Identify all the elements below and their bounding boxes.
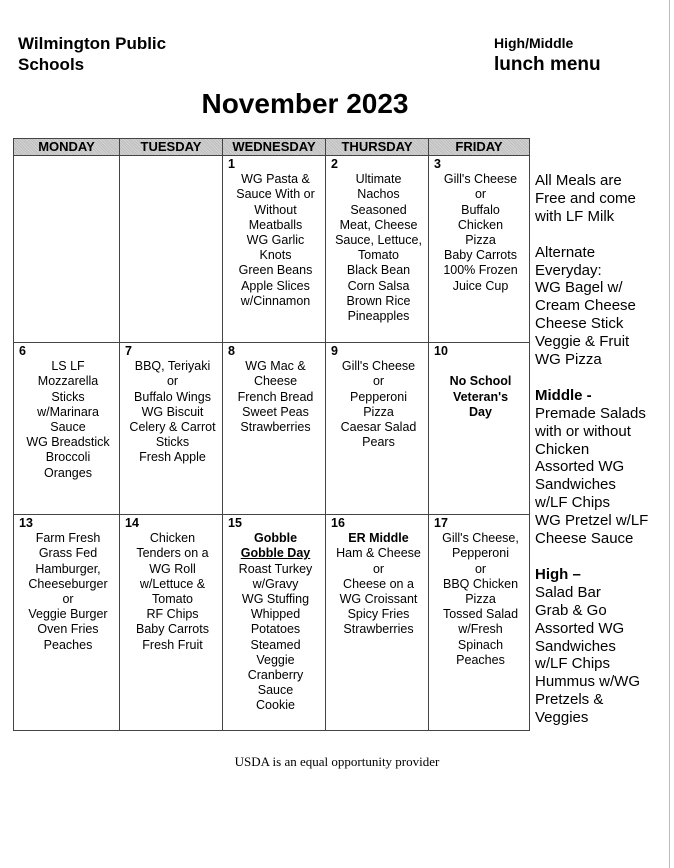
menu-item: BBQ, Teriyaki	[134, 359, 211, 374]
menu-item: Sauce, Lettuce,	[335, 233, 422, 248]
sidebar-line: Salad Bar	[535, 583, 601, 601]
menu-item: Nachos	[357, 187, 400, 202]
day-cell	[223, 156, 326, 343]
sidebar-line: Veggie & Fruit	[535, 333, 630, 351]
menu-item: Gill's Cheese	[341, 359, 416, 374]
menu-item: Sauce	[50, 420, 86, 435]
menu-item: Day	[469, 404, 492, 419]
sidebar-line: Cheese Sauce	[535, 530, 634, 548]
menu-item: or	[166, 374, 179, 389]
day-number: 17	[434, 516, 448, 530]
menu-item: Veggie	[256, 652, 295, 667]
menu-item: Sticks	[51, 389, 85, 404]
school-level: High/Middle	[494, 35, 574, 51]
menu-item: Brown Rice	[346, 293, 411, 308]
sidebar-line: with or without	[535, 422, 631, 440]
menu-item: Gobble Day	[240, 546, 311, 561]
menu-item: Apple Slices	[241, 278, 310, 293]
sidebar-line: with LF Milk	[535, 207, 615, 225]
menu-item: Tossed Salad	[442, 607, 519, 622]
footer-note: USDA is an equal opportunity provider	[234, 754, 440, 769]
day-number: 2	[331, 157, 338, 171]
spacer	[535, 226, 670, 244]
menu-item: WG Roll	[149, 561, 196, 576]
menu-item: Knots	[259, 248, 292, 263]
menu-item: Fresh Apple	[139, 450, 206, 465]
menu-item: or	[474, 561, 487, 576]
menu-item: Baby Carrots	[444, 248, 517, 263]
day-number: 8	[228, 344, 235, 358]
sidebar-line: Veggies	[535, 709, 589, 727]
day-cell	[429, 515, 529, 730]
sidebar-heading: High –	[535, 565, 581, 583]
menu-item: Sticks	[155, 435, 190, 450]
menu-item: Oven Fries	[37, 622, 99, 637]
menu-item: Without	[254, 202, 297, 217]
menu-item: w/Fresh	[458, 622, 503, 637]
menu-item: Ultimate	[355, 172, 402, 187]
menu-item: WG Stuffing	[241, 592, 310, 607]
menu-item: Chicken	[149, 531, 196, 546]
menu-item: Cheeseburger	[28, 576, 108, 591]
menu-item: Seasoned	[350, 202, 407, 217]
menu-item: Cookie	[256, 698, 295, 713]
menu-item: Veteran's	[452, 389, 509, 404]
sidebar-heading: Middle -	[535, 386, 592, 404]
sidebar-line: Chicken	[535, 440, 590, 458]
sidebar-line: Sandwiches	[535, 637, 616, 655]
menu-item: Mozzarella	[37, 374, 99, 389]
menu-item: French Bread	[237, 389, 314, 404]
sidebar-line: Grab & Go	[535, 601, 607, 619]
menu-item: Sauce	[257, 683, 294, 698]
sidebar-line: All Meals are	[535, 172, 622, 189]
day-cell	[429, 343, 529, 515]
sidebar-line: w/LF Chips	[535, 655, 611, 673]
menu-item: Juice Cup	[452, 278, 509, 293]
sidebar-line: Sandwiches	[535, 476, 616, 494]
menu-item: Pepperoni	[452, 546, 509, 561]
menu-item: No School	[449, 374, 512, 389]
menu-item: Grass Fed	[38, 546, 98, 561]
sidebar-line: Cream Cheese	[535, 297, 636, 315]
menu-item: Pepperoni	[350, 389, 407, 404]
day-cell	[326, 515, 429, 730]
menu-item: Sweet Peas	[242, 404, 309, 419]
menu-item: Meat, Cheese	[339, 217, 418, 232]
sidebar-line: Everyday:	[535, 261, 602, 279]
day-number: 3	[434, 157, 441, 171]
menu-item: Cheese	[253, 374, 298, 389]
menu-item: Spicy Fries	[347, 607, 410, 622]
day-number: 9	[331, 344, 338, 358]
menu-item: WG Croissant	[339, 592, 418, 607]
weekday-header-thursday: THURSDAY	[326, 139, 429, 156]
menu-item: Pizza	[465, 592, 496, 607]
menu-item: Meatballs	[248, 217, 303, 232]
menu-item: or	[372, 374, 385, 389]
menu-item: WG Garlic	[246, 233, 305, 248]
menu-item: Cheese on a	[343, 576, 414, 591]
menu-item: Tomato	[358, 248, 399, 263]
weekday-header-monday: MONDAY	[14, 139, 120, 156]
page-title: November 2023	[201, 88, 409, 119]
sidebar-line: Cheese Stick	[535, 315, 624, 333]
menu-item: or	[372, 561, 385, 576]
menu-item: Ham & Cheese	[336, 546, 421, 561]
day-number: 13	[19, 516, 33, 530]
menu-item: Green Beans	[238, 263, 313, 278]
menu-item: Potatoes	[250, 622, 301, 637]
menu-item: WG Pasta &	[241, 172, 310, 187]
day-cell	[120, 156, 223, 343]
day-cell	[14, 515, 120, 730]
menu-item: Pears	[362, 435, 395, 450]
menu-item: or	[474, 187, 487, 202]
day-cell	[223, 515, 326, 730]
menu-item: Tomato	[152, 592, 193, 607]
day-number: 10	[434, 344, 448, 358]
weekday-header-friday: FRIDAY	[429, 139, 529, 156]
day-number: 16	[331, 516, 345, 530]
day-cell	[120, 343, 223, 515]
menu-item: Gill's Cheese	[443, 172, 518, 187]
menu-item: Celery & Carrot	[129, 420, 216, 435]
menu-item: Gobble	[253, 531, 298, 546]
sidebar-line: Pretzels &	[535, 691, 604, 709]
menu-item: Hamburger,	[35, 561, 101, 576]
menu-item: Peaches	[456, 652, 505, 667]
menu-item: Sauce With or	[236, 187, 315, 202]
menu-item: Black Bean	[346, 263, 411, 278]
sidebar-line: Assorted WG	[535, 458, 625, 476]
menu-item	[434, 359, 527, 374]
day-number: 7	[125, 344, 132, 358]
menu-item: Farm Fresh	[35, 531, 101, 546]
menu-item: Buffalo	[461, 202, 500, 217]
day-number: 1	[228, 157, 235, 171]
day-cell	[14, 343, 120, 515]
menu-item: Peaches	[43, 637, 93, 652]
sidebar-line: w/LF Chips	[535, 494, 611, 512]
sidebar-line: WG Bagel w/	[535, 279, 623, 297]
menu-item: Pizza	[465, 233, 496, 248]
menu-item: Oranges	[44, 465, 92, 480]
page-edge	[669, 0, 670, 868]
spacer	[535, 369, 670, 387]
sidebar-notes	[535, 172, 670, 727]
menu-item: ER Middle	[348, 531, 409, 546]
menu-item: Baby Carrots	[136, 622, 209, 637]
spacer	[535, 548, 670, 566]
menu-item: w/Lettuce &	[139, 576, 206, 591]
day-cell	[120, 515, 223, 730]
menu-item: 100% Frozen	[443, 263, 518, 278]
weekday-header-tuesday: TUESDAY	[120, 139, 223, 156]
menu-item: Veggie Burger	[28, 607, 108, 622]
menu-item: w/Gravy	[252, 576, 299, 591]
menu-item: WG Mac &	[245, 359, 306, 374]
menu-item: Chicken	[457, 217, 504, 232]
day-cell	[14, 156, 120, 343]
menu-item: or	[62, 592, 74, 607]
menu-item: Roast Turkey	[238, 561, 313, 576]
menu-item: WG Breadstick	[26, 435, 110, 450]
menu-item: Fresh Fruit	[142, 637, 203, 652]
menu-item: Pineapples	[347, 309, 410, 324]
sidebar-line: Premade Salads	[535, 404, 646, 422]
menu-item: Pizza	[363, 404, 394, 419]
menu-item: w/Cinnamon	[240, 293, 311, 308]
menu-item: Steamed	[250, 637, 301, 652]
weekday-header-wednesday: WEDNESDAY	[223, 139, 326, 156]
sidebar-line: Hummus w/WG	[535, 673, 640, 691]
day-cell	[326, 343, 429, 515]
menu-item: w/Marinara	[37, 404, 99, 419]
menu-item: Tenders on a	[136, 546, 209, 561]
school-name: Wilmington Public Schools	[18, 34, 167, 74]
day-number: 15	[228, 516, 242, 530]
sidebar-line: WG Pizza	[535, 351, 602, 369]
menu-item: LS LF	[51, 359, 85, 374]
sidebar-line: WG Pretzel w/LF	[535, 512, 649, 530]
menu-item: Corn Salsa	[347, 278, 410, 293]
menu-item: Broccoli	[45, 450, 91, 465]
menu-item: Gill's Cheese,	[442, 531, 519, 546]
day-cell	[223, 343, 326, 515]
menu-item: Whipped	[250, 607, 301, 622]
day-cell	[326, 156, 429, 343]
menu-item: WG Biscuit	[141, 404, 204, 419]
sidebar-line: Alternate	[535, 243, 596, 261]
menu-item: BBQ Chicken	[442, 576, 519, 591]
menu-item: Spinach	[457, 637, 504, 652]
sidebar-line: Free and come	[535, 189, 636, 207]
day-number: 14	[125, 516, 139, 530]
day-number: 6	[19, 344, 26, 358]
sidebar-line: Assorted WG	[535, 619, 625, 637]
menu-item: Caesar Salad	[340, 420, 417, 435]
menu-item: Strawberries	[343, 622, 414, 637]
menu-label: lunch menu	[494, 54, 601, 75]
menu-item: Strawberries	[240, 420, 311, 435]
menu-item: Buffalo Wings	[134, 389, 211, 404]
menu-item: RF Chips	[146, 607, 199, 622]
day-cell	[429, 156, 529, 343]
menu-item: Cranberry	[247, 668, 304, 683]
menu-calendar	[13, 138, 530, 731]
